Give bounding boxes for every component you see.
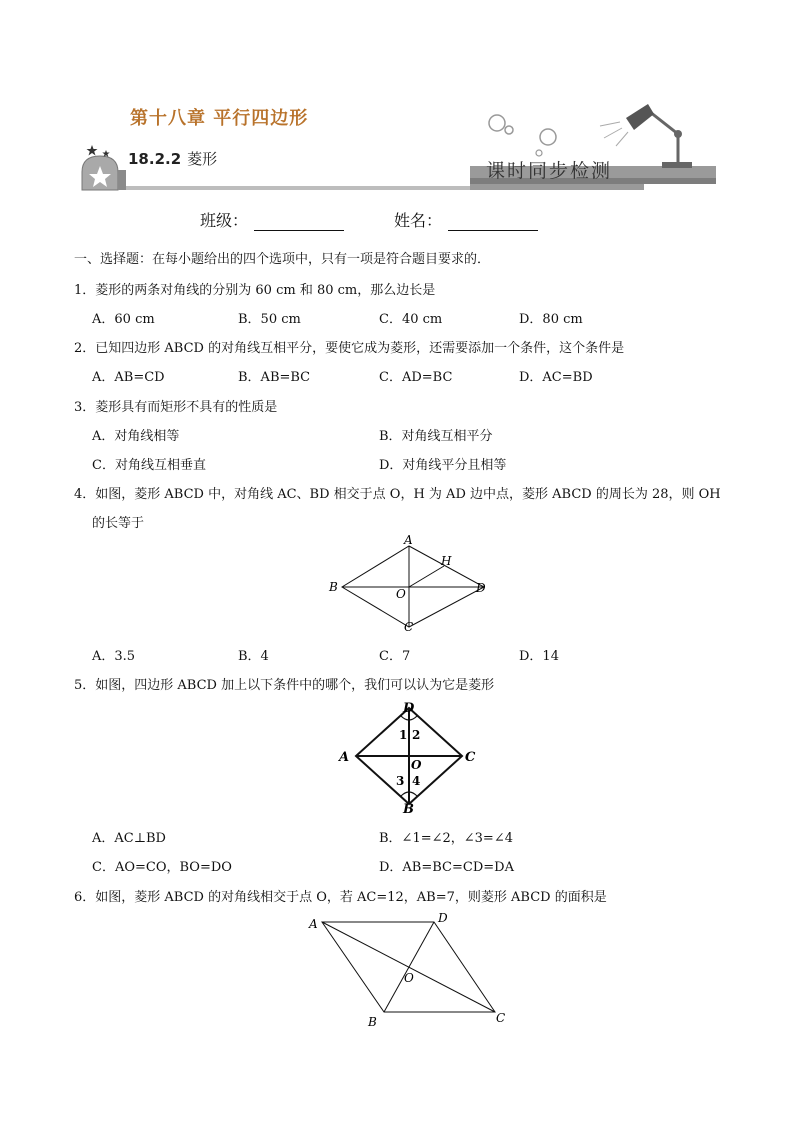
q3-option-c[interactable]: C．对角线互相垂直 — [92, 458, 206, 473]
q3-option-b[interactable]: B．对角线互相平分 — [379, 429, 493, 444]
name-blank[interactable] — [448, 216, 538, 231]
q4-text-line2: 的长等于 — [92, 516, 145, 531]
q6-label-b: B — [368, 1015, 377, 1029]
section-name: 菱形 — [187, 150, 218, 168]
q6-label-a: A — [309, 917, 318, 931]
q4-option-d[interactable]: D．14 — [519, 649, 559, 664]
part-title: 一、选择题：在每小题给出的四个选项中，只有一项是符合题目要求的． — [74, 252, 491, 267]
q4-label-d: D — [476, 581, 486, 595]
badge-side — [118, 170, 126, 190]
q4-label-o: O — [396, 587, 406, 601]
q5-label-d: D — [403, 701, 415, 716]
check-label: 课时同步检测 — [486, 160, 613, 182]
desk-lamp-icon — [650, 112, 692, 168]
q1-option-a[interactable]: A．60 cm — [92, 312, 155, 327]
class-field — [200, 208, 344, 231]
q4-option-b[interactable]: B．4 — [238, 649, 269, 664]
header-decoration — [0, 0, 794, 200]
lamp-light-ray-3 — [616, 132, 628, 146]
q6-text: 6．如图，菱形 ABCD 的对角线相交于点 O，若 AC=12，AB=7，则菱形 ABCD 的面积是 — [74, 890, 607, 905]
q1-text: 1．菱形的两条对角线的分别为 60 cm 和 80 cm，那么边长是 — [74, 283, 436, 298]
q5-label-c: C — [465, 750, 476, 765]
q5-option-a[interactable]: A．AC⊥BD — [92, 831, 166, 846]
header-band-top — [120, 186, 470, 190]
q4-segment-oh — [409, 566, 444, 587]
q2-option-c[interactable]: C．AD=BC — [379, 370, 453, 385]
q4-figure — [320, 530, 500, 640]
small-star-icon — [87, 145, 98, 156]
q5-text: 5．如图，四边形 ABCD 加上以下条件中的哪个，我们可以认为它是菱形 — [74, 678, 495, 693]
q4-label-c: C — [404, 620, 414, 634]
q5-label-2: 2 — [412, 728, 421, 742]
lamp-shade — [626, 104, 654, 130]
q3-text: 3．菱形具有而矩形不具有的性质是 — [74, 400, 278, 415]
q6-label-o: O — [404, 971, 414, 985]
q6-label-c: C — [496, 1011, 506, 1025]
q4-option-a[interactable]: A．3.5 — [92, 649, 136, 664]
q3-option-a[interactable]: A．对角线相等 — [92, 429, 180, 444]
q5-label-o: O — [411, 758, 422, 772]
q5-label-3: 3 — [396, 774, 405, 788]
bubble-icon-2 — [505, 126, 513, 134]
q5-label-b: B — [403, 802, 414, 817]
class-label: 班级： — [200, 211, 249, 230]
chapter-title: 第十八章 平行四边形 — [130, 108, 309, 129]
q1-option-b[interactable]: B．50 cm — [238, 312, 301, 327]
q4-label-b: B — [329, 580, 338, 594]
q2-option-d[interactable]: D．AC=BD — [519, 370, 593, 385]
q4-option-c[interactable]: C．7 — [379, 649, 411, 664]
q6-label-d: D — [438, 911, 448, 925]
section-number: 18.2.2 — [128, 150, 182, 168]
q5-option-d[interactable]: D．AB=BC=CD=DA — [379, 860, 514, 875]
name-label: 姓名： — [394, 211, 443, 230]
class-blank[interactable] — [254, 216, 344, 231]
q4-label-a: A — [404, 533, 413, 547]
q6-figure — [300, 906, 520, 1034]
q4-text-line1: 4．如图，菱形 ABCD 中，对角线 AC、BD 相交于点 O，H 为 AD 边中点，菱形 ABCD 的周长为 28，则 OH — [74, 487, 721, 502]
q5-label-a: A — [339, 750, 350, 765]
q3-option-d[interactable]: D．对角线平分且相等 — [379, 458, 507, 473]
section-title — [128, 148, 217, 169]
q5-label-1: 1 — [399, 728, 408, 742]
lamp-joint — [674, 130, 682, 138]
q1-option-d[interactable]: D．80 cm — [519, 312, 583, 327]
lamp-light-ray — [600, 122, 620, 126]
bubble-icon — [489, 115, 505, 131]
q1-option-c[interactable]: C．40 cm — [379, 312, 443, 327]
q2-text: 2．已知四边形 ABCD 的对角线互相平分，要使它成为菱形，还需要添加一个条件，这个条件是 — [74, 341, 625, 356]
lamp-light-ray-2 — [604, 128, 622, 138]
name-field — [394, 208, 538, 231]
q5-option-b[interactable]: B．∠1=∠2，∠3=∠4 — [379, 831, 513, 846]
bubble-icon-3 — [540, 129, 556, 145]
q2-option-a[interactable]: A．AB=CD — [92, 370, 165, 385]
q5-label-4: 4 — [412, 774, 421, 788]
q5-option-c[interactable]: C．AO=CO，BO=DO — [92, 860, 232, 875]
q5-figure — [330, 696, 490, 818]
q2-option-b[interactable]: B．AB=BC — [238, 370, 311, 385]
q4-label-h: H — [441, 554, 452, 568]
q6-diagonal-bd — [384, 922, 434, 1012]
